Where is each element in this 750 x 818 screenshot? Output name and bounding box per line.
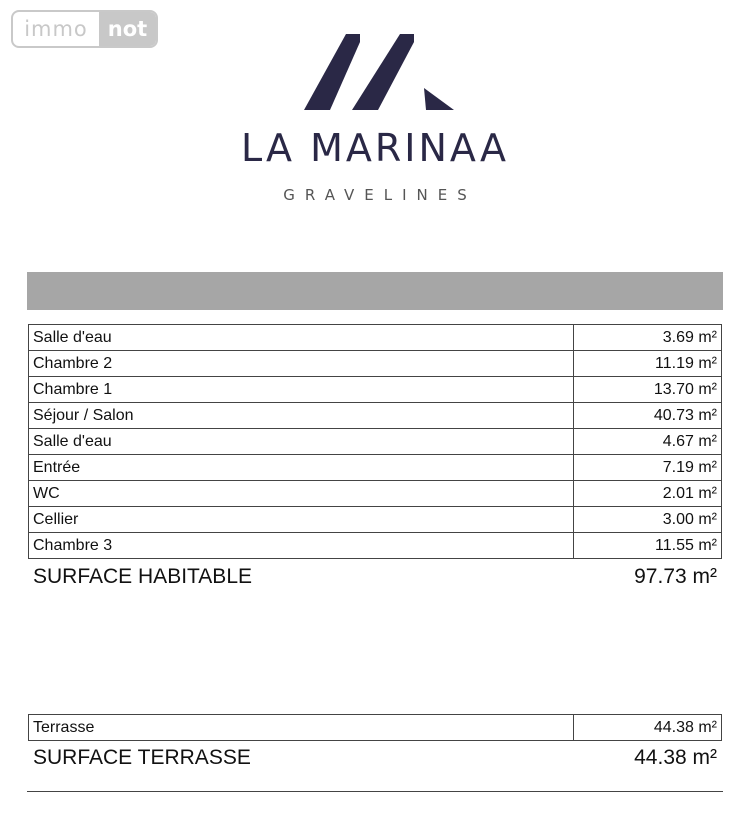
- table-row: [29, 325, 722, 351]
- table-row: [29, 403, 722, 429]
- room-area: 11.19 m²: [574, 351, 722, 377]
- room-area: 3.00 m²: [574, 507, 722, 533]
- room-name: Salle d'eau: [29, 429, 574, 455]
- room-area: 3.69 m²: [574, 325, 722, 351]
- table-row: [29, 429, 722, 455]
- divider: [27, 791, 723, 792]
- room-name: Salle d'eau: [29, 325, 574, 351]
- room-area: 11.55 m²: [574, 533, 722, 559]
- table-row: [29, 715, 722, 741]
- terrace-total-value: 44.38 m²: [634, 746, 717, 769]
- terrace-table: [28, 714, 722, 741]
- room-area: 13.70 m²: [574, 377, 722, 403]
- watermark-right: not: [99, 12, 156, 46]
- brand-city: GRAVELINES: [283, 186, 477, 204]
- room-name: Cellier: [29, 507, 574, 533]
- room-area: 40.73 m²: [574, 403, 722, 429]
- table-row: [29, 351, 722, 377]
- room-name: WC: [29, 481, 574, 507]
- habitable-label: SURFACE HABITABLE: [33, 565, 253, 588]
- room-name: Chambre 1: [29, 377, 574, 403]
- table-row: [29, 377, 722, 403]
- terrace-area: 44.38 m²: [574, 715, 722, 741]
- room-area: 7.19 m²: [574, 455, 722, 481]
- room-area: 4.67 m²: [574, 429, 722, 455]
- mountain-logo-icon: [300, 32, 460, 114]
- immonot-watermark: [11, 10, 158, 48]
- room-area: 2.01 m²: [574, 481, 722, 507]
- watermark-left: immo: [24, 17, 88, 41]
- brand-name: LA MARINAA: [241, 126, 509, 170]
- terrace-total-label: SURFACE TERRASSE: [33, 746, 251, 769]
- table-row: [29, 455, 722, 481]
- table-row: [29, 533, 722, 559]
- table-row: [29, 507, 722, 533]
- terrace-name: Terrasse: [29, 715, 574, 741]
- room-name: Séjour / Salon: [29, 403, 574, 429]
- habitable-value: 97.73 m²: [634, 565, 717, 588]
- terrace-total: [33, 746, 717, 770]
- rooms-table: [28, 324, 722, 559]
- room-name: Entrée: [29, 455, 574, 481]
- room-name: Chambre 2: [29, 351, 574, 377]
- habitable-total: [33, 565, 717, 589]
- room-name: Chambre 3: [29, 533, 574, 559]
- table-row: [29, 481, 722, 507]
- table-header-bar: [27, 272, 723, 310]
